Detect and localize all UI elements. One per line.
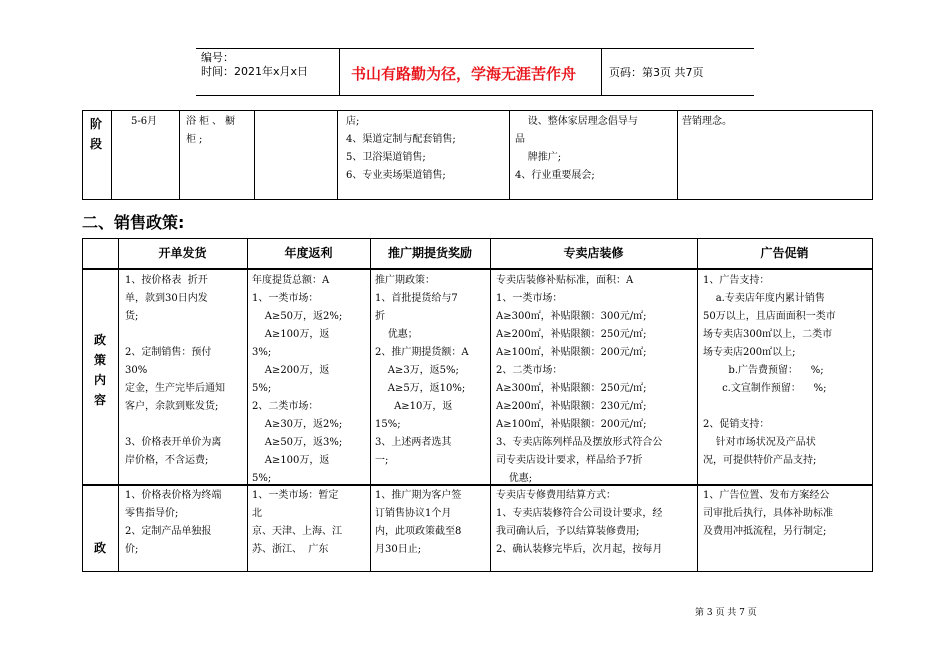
stage-label: 阶 段 (89, 117, 102, 151)
header-store-decoration: 专卖店装修 (563, 246, 624, 260)
stage-channels: 店; 4、渠道定制与配套销售; 5、卫浴渠道销售; 6、专业卖场渠道销售; (346, 116, 456, 181)
policy2-annual-rebate: 1、一类市场：暂定 北 京、天津、上海、江 苏、浙江、 广东 (252, 490, 342, 555)
section-title: 二、销售政策: (82, 213, 185, 232)
stage-promotion: 设、整体家居理念倡导与 品 牌推广; 4、行业重要展会; (515, 116, 638, 181)
header-divider-1 (339, 48, 340, 96)
policy2-order-shipping: 1、价格表价格为终端 零售指导价; 2、定制产品单独报 价; (125, 490, 222, 555)
policy-order-shipping: 1、按价格表 折开 单，款到30日内发 货; 2、定制销售：预付 30% 定金，生产完毕后通知 客户，余款到账发货; 3、价格表开单价为离 岸价格，不含运费; (125, 275, 225, 466)
header-bottom-rule (196, 95, 754, 96)
document-date: 时间：2021年x月x日 (201, 65, 309, 78)
header-order-shipping: 开单发货 (158, 246, 207, 260)
policy-advertising: 1、广告支持： a.专卖店年度内累计销售 50万以上，且店面面积一类市 场专卖店300㎡以上，二类市 场专卖店200㎡以上; b.广告费预留： %; c.文宣制作预留： %; 2、促销支持： 针对市场状况及产品状 况，可提供特价产品支持; (703, 275, 836, 466)
policy-store-decoration: 专卖店装修补贴标准，面积：A 1、一类市场： A≥300㎡，补贴限额：300元/㎡; A≥200㎡，补贴限额：250元/㎡; A≥100㎡，补贴限额：200元/㎡; 2、二类市场： A≥300㎡，补贴限额：250元/㎡; A≥200㎡，补贴限额：230元/㎡; A≥100㎡，补贴限额：200元/㎡; 3、专卖店陈列样品及摆放形式符合公 司专卖店设计要求，样品给予7折 优惠; (496, 275, 663, 484)
page-indicator: 页码：第3页 共7页 (609, 66, 704, 79)
stage-products: 浴柜、橱 柜; (186, 116, 238, 145)
header-advertising: 广告促销 (760, 246, 809, 260)
header-annual-rebate: 年度返利 (284, 246, 333, 260)
page-footer: 第 3 页 共 7 页 (695, 608, 757, 618)
row-label-policy-content: 政 策 内 容 (93, 333, 106, 407)
header-motto: 书山有路勤为径，学海无涯苦作舟 (351, 65, 577, 83)
policy-promo-reward: 推广期政策： 1、首批提货给与7 折 优惠； 2、推广期提货额：A A≥3万，返5%; A≥5万，返10%; A≥10万，返 15%; 3、上述两者选其 一; (375, 275, 469, 466)
policy-annual-rebate: 年度提货总额：A 1、一类市场： A≥50万，返2%; A≥100万，返 3%; A≥200万，返 5%; 2、二类市场： A≥30万，返2%; A≥50万，返3%; A≥100万，返 5%; (252, 275, 343, 484)
policy2-promo-reward: 1、推广期为客户签 订销售协议1个月 内，此项政策截至8 月30日止; (375, 490, 462, 555)
header-top-rule (196, 48, 754, 49)
header-promo-reward: 推广期提货奖励 (387, 246, 472, 260)
document-number-label: 编号： (201, 51, 234, 64)
stage-marketing: 营销理念。 (682, 116, 732, 127)
policy2-advertising: 1、广告位置、发布方案经公 司审批后执行，具体补助标准 及费用冲抵流程，另行制定; (703, 490, 833, 537)
stage-period: 5-6月 (131, 116, 158, 127)
policy2-store-decoration: 专卖店专修费用结算方式： 1、专卖店装修符合公司设计要求，经 我司确认后，予以结算装修费用; 2、确认装修完毕后，次月起，按每月 (496, 490, 663, 555)
header-divider-2 (601, 48, 602, 96)
row-label-policy: 政 (93, 541, 106, 555)
